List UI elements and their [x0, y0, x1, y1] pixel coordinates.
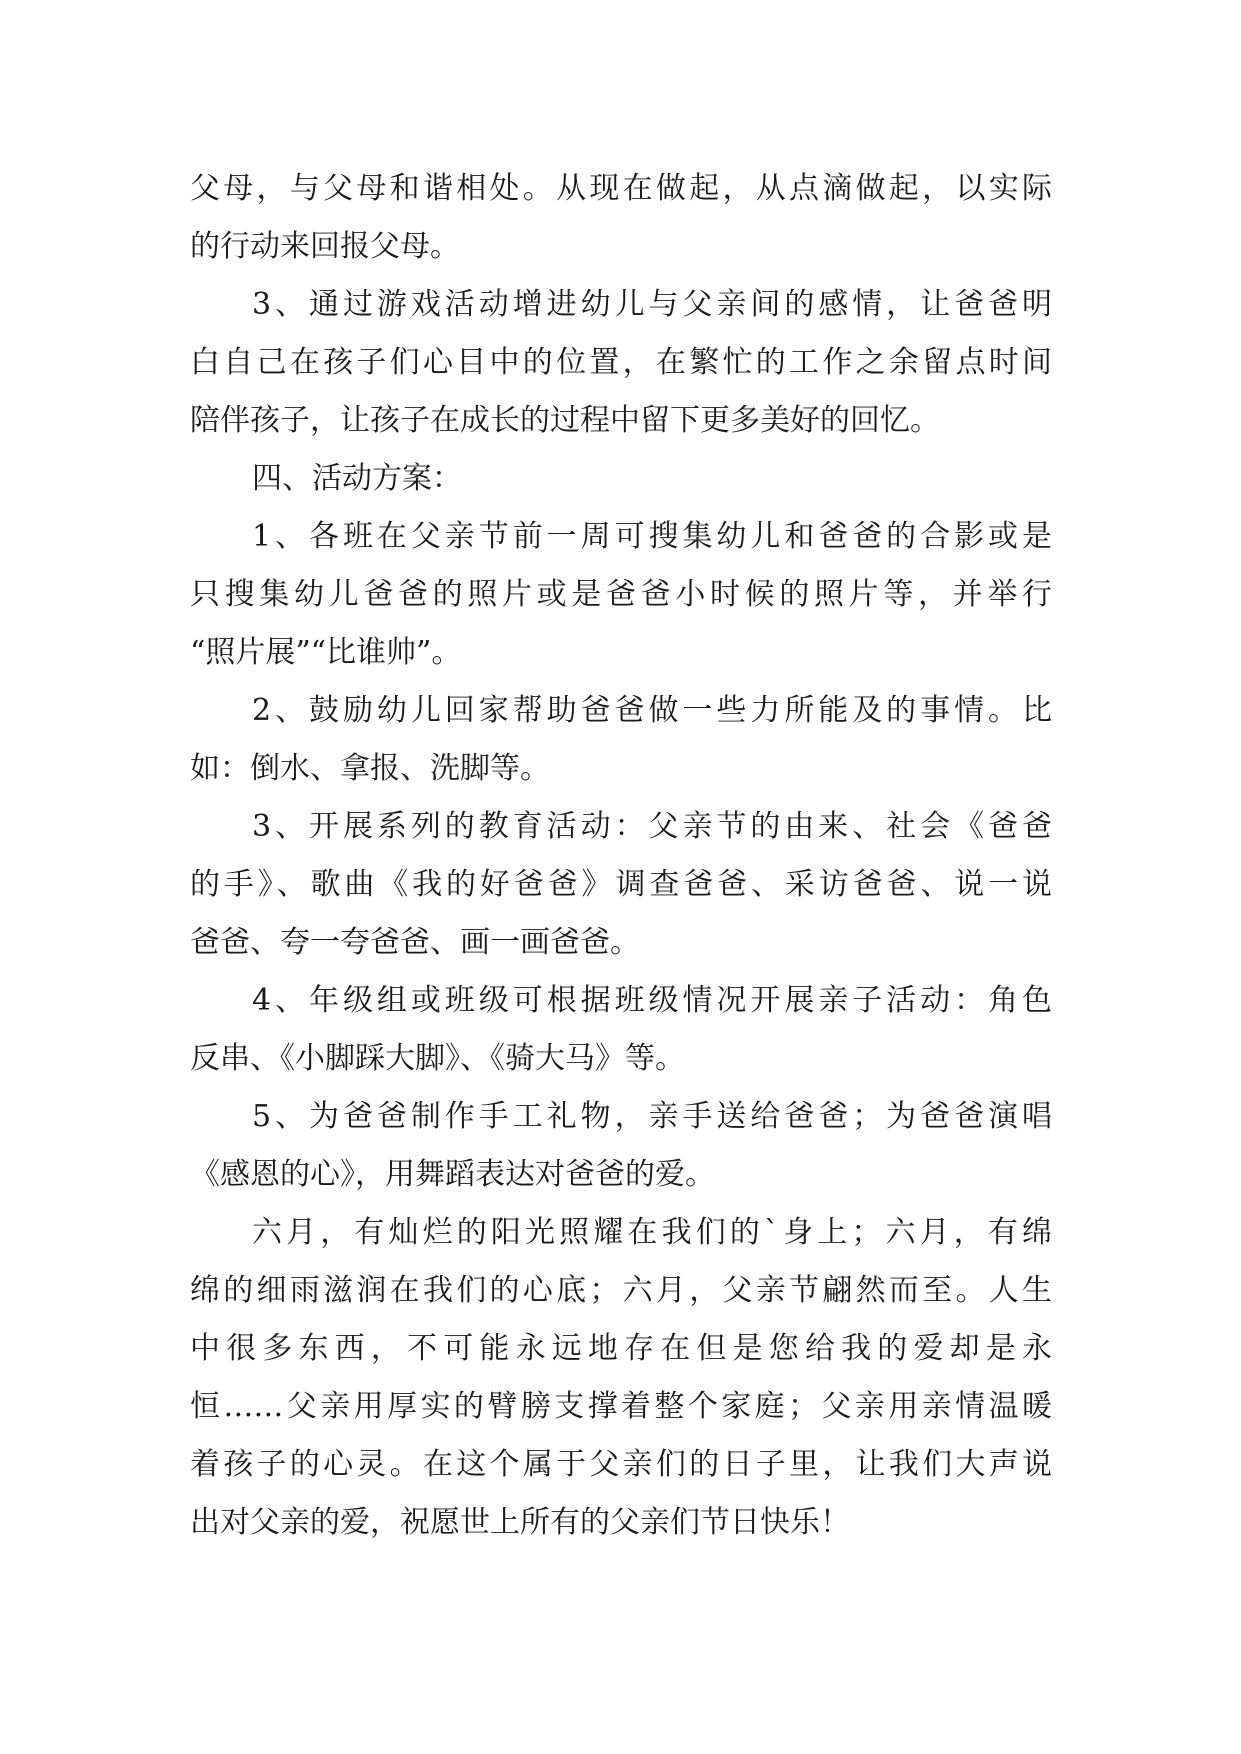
text-line: 2、鼓励幼儿回家帮助爸爸做一些力所能及的事情。比: [252, 693, 1052, 728]
text-line: 着孩子的心灵。在这个属于父亲们的日子里，让我们大声说: [190, 1447, 1052, 1482]
text-line: 的手》、歌曲《我的好爸爸》调查爸爸、采访爸爸、说一说: [190, 867, 1052, 902]
text-line: 恒……父亲用厚实的臂膀支撑着整个家庭；父亲用亲情温暖: [190, 1389, 1052, 1424]
text-line: 陪伴孩子，让孩子在成长的过程中留下更多美好的回忆。: [190, 403, 940, 438]
text-line: 爸爸、夸一夸爸爸、画一画爸爸。: [190, 925, 640, 960]
text-line: 白自己在孩子们心目中的位置，在繁忙的工作之余留点时间: [190, 345, 1052, 380]
text-line: “照片展”“比谁帅”。: [190, 635, 462, 670]
document-body: [190, 160, 1052, 1552]
text-line: 六月，有灿烂的阳光照耀在我们的`身上；六月，有绵: [252, 1215, 1052, 1250]
text-line: 3、开展系列的教育活动：父亲节的由来、社会《爸爸: [252, 809, 1052, 844]
text-line: 绵的细雨滋润在我们的心底；六月，父亲节翩然而至。人生: [190, 1273, 1052, 1308]
text-line: 4、年级组或班级可根据班级情况开展亲子活动：角色: [252, 983, 1052, 1018]
text-line: 《感恩的心》，用舞蹈表达对爸爸的爱。: [190, 1157, 715, 1192]
text-line: 出对父亲的爱，祝愿世上所有的父亲们节日快乐！: [190, 1505, 850, 1540]
text-line: 父母，与父母和谐相处。从现在做起，从点滴做起，以实际: [190, 171, 1052, 206]
text-line: 中很多东西，不可能永远地存在但是您给我的爱却是永: [190, 1331, 1052, 1366]
text-line: 如：倒水、拿报、洗脚等。: [190, 751, 550, 786]
text-line: 的行动来回报父母。: [190, 229, 460, 264]
text-line: 反串、《小脚踩大脚》、《骑大马》等。: [190, 1041, 685, 1076]
text-line: 四、活动方案：: [252, 461, 462, 496]
text-line: 1、各班在父亲节前一周可搜集幼儿和爸爸的合影或是: [252, 519, 1052, 554]
text-line: 只搜集幼儿爸爸的照片或是爸爸小时候的照片等，并举行: [190, 577, 1052, 612]
text-line: 3、通过游戏活动增进幼儿与父亲间的感情，让爸爸明: [252, 287, 1052, 322]
text-line: 5、为爸爸制作手工礼物，亲手送给爸爸；为爸爸演唱: [252, 1099, 1052, 1134]
